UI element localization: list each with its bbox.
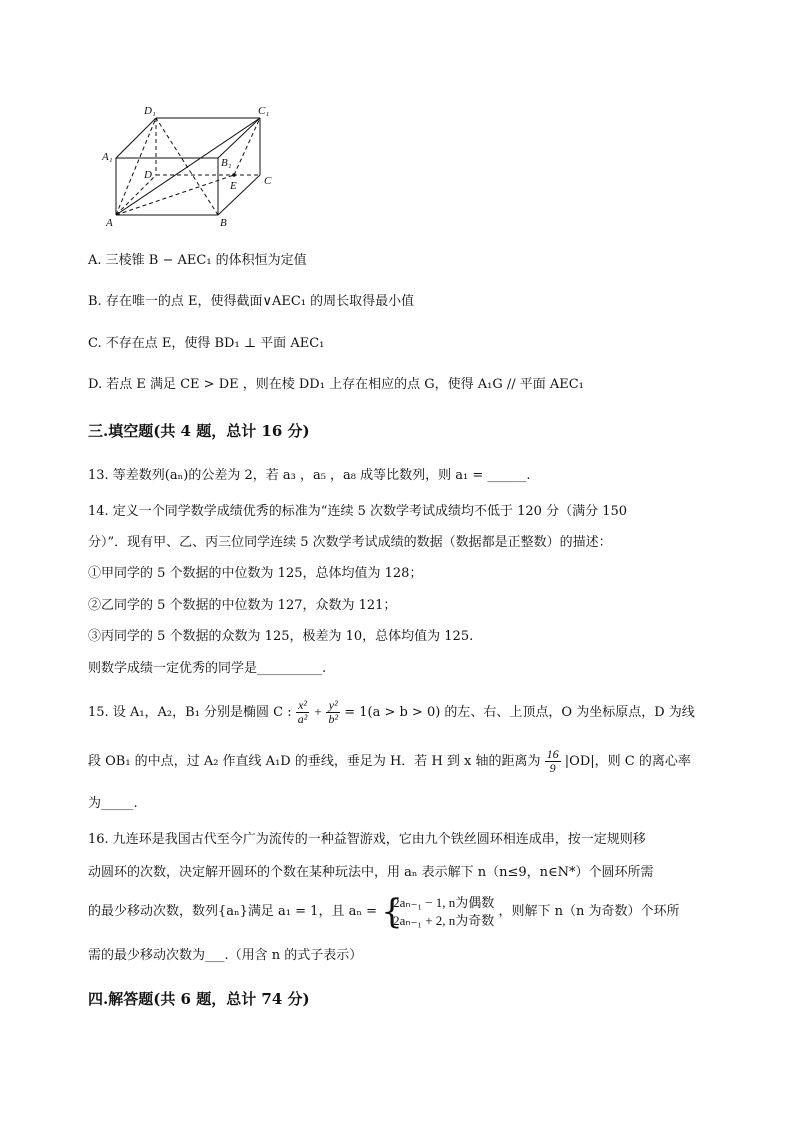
box-diagram <box>90 96 290 236</box>
question-14-line-3: ①甲同学的 5 个数据的中位数为 125，总体均值为 128； <box>88 566 423 581</box>
question-14-line-5: ③丙同学的 5 个数据的众数为 125，极差为 10，总体均值为 125. <box>88 629 474 644</box>
q15-part-a: 15. 设 A₁，A₂，B₁ 分别是椭圆 C : <box>88 705 292 720</box>
option-a: A. 三棱锥 B − AEC₁ 的体积恒为定值 <box>88 253 307 268</box>
label-c1: C₁ <box>258 105 270 117</box>
q15-part-d: |OD|，则 C 的离心率 <box>564 754 691 769</box>
segment-ad1 <box>116 118 156 215</box>
piecewise-definition <box>381 891 495 932</box>
point-e <box>232 173 236 177</box>
q16-part-b: ，则解下 n（n 为奇数）个环所 <box>498 904 680 919</box>
q16-part-a: 的最少移动次数，数列{aₙ}满足 a₁ = 1，且 aₙ = <box>88 904 377 919</box>
question-16-line-4: 需的最少移动次数为___.（用含 n 的式子表示） <box>88 948 363 963</box>
option-d: D. 若点 E 满足 CE > DE ，则在棱 DD₁ 上存在相应的点 G，使得 A₁G // 平面 AEC₁ <box>88 377 584 392</box>
question-16-line-2: 动圆环的次数，决定解开圆环的个数在某种玩法中，用 aₙ 表示解下 n（n≤9，n∈N*）个圆环所需 <box>88 865 654 880</box>
box-figure <box>90 96 290 236</box>
label-e: E <box>230 180 237 192</box>
fraction-x2-over-a2: $\frac{\text{x²}}{\text{a²}}$ <box>297 698 308 726</box>
question-15-line-3: 为_____. <box>88 796 138 811</box>
fraction-y2-over-b2: $\frac{\text{y²}}{\text{b²}}$ <box>328 698 339 726</box>
option-c: C. 不存在点 E，使得 BD₁ ⊥ 平面 AEC₁ <box>88 336 325 351</box>
left-brace: { <box>381 891 403 932</box>
question-13: 13. 等差数列(aₙ)的公差为 2，若 a₃ ，a₅ ，a₈ 成等比数列，则 a₁ = ______. <box>88 468 531 483</box>
edge-bc <box>218 175 260 215</box>
option-b: B. 存在唯一的点 E，使得截面∨AEC₁ 的周长取得最小值 <box>88 294 415 309</box>
question-14-line-4: ②乙同学的 5 个数据的中位数为 127，众数为 121； <box>88 598 397 613</box>
question-16-line-1: 16. 九连环是我国古代至今广为流传的一种益智游戏，它由九个铁丝圆环相连成串，按一定规则移 <box>88 832 646 847</box>
question-16-line-3 <box>88 892 679 932</box>
label-c: C <box>264 175 272 187</box>
label-a1: A₁ <box>102 151 113 163</box>
piecewise-case-even: 2aₙ₋₁ − 1, n为偶数 <box>393 894 495 910</box>
label-d: D <box>144 169 152 181</box>
fraction-16-over-9: $\frac{16}{9}$ <box>546 747 559 775</box>
q15-part-b: = 1(a > b > 0) 的左、右、上顶点，O 为坐标原点，D 为线 <box>344 705 695 720</box>
section-3-title: 三.填空题(共 4 题，总计 16 分) <box>88 422 310 440</box>
edge-b1c1 <box>218 118 260 158</box>
q15-part-c: 段 OB₁ 的中点，过 A₂ 作直线 A₁D 的垂线，垂足为 H．若 H 到 x 轴的距离为 <box>88 754 541 769</box>
segment-ae <box>116 175 234 215</box>
label-d1: D₁ <box>144 105 156 117</box>
piecewise-case-odd: 2aₙ₋₁ + 2, n为奇数 <box>393 912 495 928</box>
question-14-line-2: 分）”．现有甲、乙、丙三位同学连续 5 次数学考试成绩的数据（数据都是正整数）的描述： <box>88 535 612 550</box>
label-a: A <box>106 217 113 229</box>
question-15-line-1: 15. 设 A₁，A₂，B₁ 分别是椭圆 C : $\frac{\text{x²}}{\text{a²}}$ + $\frac{\text{y²}}{\text{b²}}$ = 1(a > b > 0) 的左、右、上顶点，O 为坐标原点，D 为线 <box>88 698 695 726</box>
label-b1: B₁ <box>221 157 232 169</box>
label-b: B <box>220 217 227 229</box>
section-4-title: 四.解答题(共 6 题，总计 74 分) <box>88 990 310 1008</box>
question-14-line-6: 则数学成绩一定优秀的同学是__________. <box>88 661 327 676</box>
edge-ad <box>116 175 156 215</box>
edge-a1d1 <box>116 118 156 158</box>
question-14-line-1: 14. 定义一个同学数学成绩优秀的标准为“连续 5 次数学考试成绩均不低于 120 分（满分 150 <box>88 504 628 519</box>
question-15-line-2 <box>88 748 691 776</box>
segment-bd1 <box>156 118 218 215</box>
